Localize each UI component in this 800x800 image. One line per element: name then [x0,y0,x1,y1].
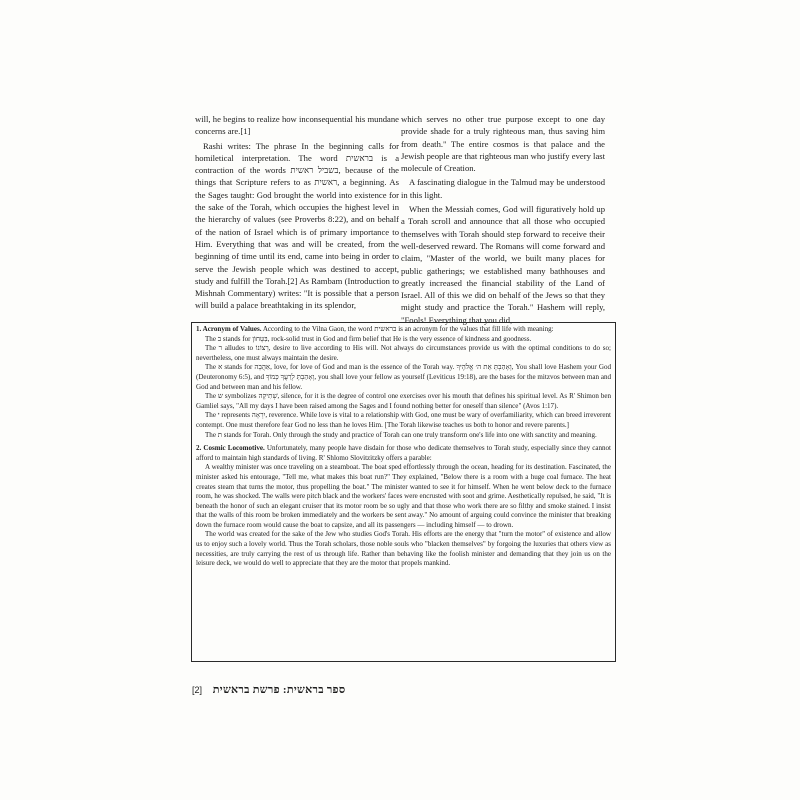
note-2-paragraph-3: The world was created for the sake of the Jew who studies God's Torah. His efforts are the energy that "turn the motor" of existence and allow us to enjoy such a lovely world. Thus the Torah scholars, those noble souls who "blacken themselves" by forgoing the luxuries that others view as necessities, are truly carrying the rest of us through life. Rather than behaving like the foolish minister and demanding that they join us on the leisure deck, we would do well to appreciate that they are the motor that propels mankind. [196,530,611,568]
note-2-heading: 2. Cosmic Locomotive. [196,444,265,453]
left-paragraph-2: Rashi writes: The phrase In the beginning calls for homiletical interpretation. The word בראשית is a contraction of the words בשביל ראשית, because of the things that Scripture refers to as ראשית, a beginning. As the Sages taught: God brought the world into existence for the sake of the Torah, which occupies the highest level in the hierarchy of values (see Proverbs 8:22), and on behalf of the nation of Israel which is of primary importance to Him. Everything that was and will be created, from the beginning of time until its end, came into being in order to serve the Jewish people which was destined to accept, study and fulfill the Torah.[2] As Rambam (Introduction to Mishnah Commentary) writes: "It is possible that a person will build a palace breathtaking in its splendor, [195,140,400,311]
note-2-paragraph-1: Unfortunately, many people have disdain for those who dedicate themselves to Torah study, especially since they cannot afford to maintain high standards of living. R' Shlomo Slovitzitzky offers a parable: [196,444,612,462]
note-1-paragraph-6: The י represents יִרְאָה, reverence. While love is vital to a relationship with God, one must be wary of overfamiliarity, which can breed irreverent contempt. One must therefore fear God no less than he loves Him. [The Torah likewise teaches us both to honor and revere parents.] [196,411,612,429]
left-text-column [195,113,399,314]
page-number: [2] [192,685,203,695]
note-1-intro [196,325,611,335]
running-head: ספר בראשית: פרשת בראשית [212,684,346,696]
right-text-column [401,113,605,328]
note-2-paragraph-2: A wealthy minister was once traveling on a steamboat. The boat sped effortlessly through the ocean, heading for its destination. Fascinated, the minister asked his entourage, "Tell me, what makes this boat run?" They explained, "Below there is a room with a huge coal furnace. The heat creates steam that turns the motor, thus propelling the boat." The minister wanted to see it for himself. When he went below deck to the furnace room, he was shocked. The walls were pitch black and the workers' faces were encrusted with soot and grime. Aesthetically repulsed, he said, "It is beneath the honor of such an elegant cruiser that its motor room be so ugly and that those who work there are so filthy and smoke stained. I insist that the walls of this room be broken immediately and the workers be sent away." No amount of arguing could convince the minister that breaking down the furnace room would cause the boat to capsize, and all its passengers — including himself — to drown. [196,463,611,529]
note-1-paragraph-7: The ת stands for Torah. Only through the study and practice of Torah can one truly transform one's life into one with sanctity and meaning. [205,430,597,439]
note-2-intro [196,444,611,463]
footnote-box [191,322,616,662]
note-1-paragraph-1: According to the Vilna Gaon, the word בראשית is an acronym for the values that fill life with meaning: [262,325,554,333]
note-1-heading: 1. Acronym of Values. [196,325,262,333]
right-paragraph-2: A fascinating dialogue in the Talmud may be understood in this light. [401,177,605,200]
left-paragraph-1: will, he begins to realize how inconsequential his mundane concerns are.[1] [195,114,399,137]
right-paragraph-3: When the Messiah comes, God will figuratively hold up a Torah scroll and announce that all those who occupied themselves with Torah should step forward to receive their well-deserved reward. The Romans will come forward and claim, "Master of the world, we built many places for public gatherings; we established many bathhouses and greatly increased the financial stability of the Land of Israel. All of this we did on behalf of the Jews so that they might study and practice the Torah." Hashem will reply, "Fools! Everything that you did, [401,204,605,325]
note-1-paragraph-2: The ב stands for בִּטָּחוֹן, rock-solid trust in God and firm belief that He is the very essence of kindness and goodness. [205,334,532,343]
note-1-paragraph-5: The ש symbolizes שְׁתִיקָה, silence, for it is the degree of control one exercises over his mouth that defines his spiritual level. As R' Shimon ben Gamliel says, "All my days I have been raised among the Sages and I found nothing better for oneself than silence" (Avos 1:17). [196,392,612,410]
note-1-paragraph-4: The א stands for אַהֲבָה, love, for love of God and man is the essence of the Torah way. וְאָהַבְתָּ אֵת ה׳ אֱלֹהֶיךָ, You shall love Hashem your God (Deuteronomy 6:5), and וְאָהַבְתָּ לְרֵעֲךָ כָּמוֹךָ, you shall love your fellow as yourself (Leviticus 19:18), are the bases for the mitzvos between man and God and between man and his fellow. [196,363,611,391]
right-paragraph-1: which serves no other true purpose except to one day provide shade for a truly righteous man, thus saving him from death." The entire cosmos is that palace and the Jewish people are that righteous man who justify every last molecule of Creation. [401,114,605,174]
page-footer [192,683,392,697]
note-1-paragraph-3: The ר alludes to רְצוֹנוֹ, desire to live according to His will. Not always do circumstances provide us with the optimal conditions to do so; nevertheless, one must always maintain the desire. [196,344,612,362]
